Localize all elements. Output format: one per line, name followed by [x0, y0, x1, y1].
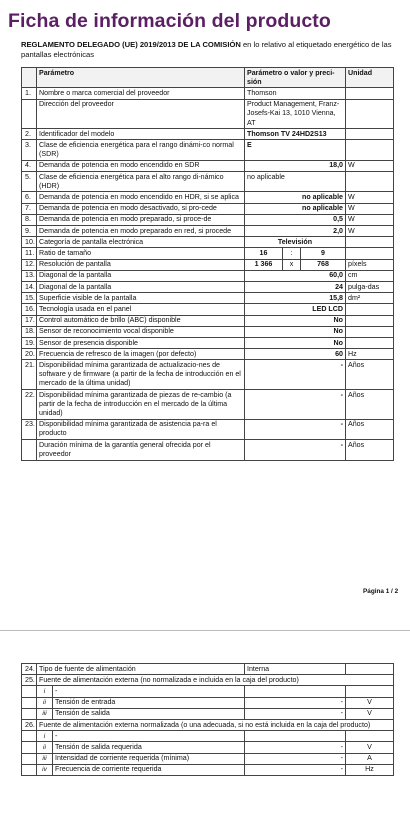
unit-cell: W	[346, 214, 394, 225]
parameter-cell: Dirección del proveedor	[37, 99, 245, 129]
sub-unit-cell: A	[346, 753, 394, 764]
table-row	[22, 172, 394, 192]
table-row	[22, 203, 394, 214]
value-cell: no aplicable	[245, 203, 346, 214]
table-row	[22, 270, 394, 281]
parameter-cell: Frecuencia de refresco de la imagen (por defecto)	[37, 349, 245, 360]
table-row	[22, 293, 394, 304]
value-cell: Thomson	[245, 88, 346, 99]
value-cell: 15,8	[245, 293, 346, 304]
table-header-row	[22, 68, 394, 88]
value-cell-a: 1 366	[245, 259, 283, 270]
value-cell-b: 9	[301, 248, 346, 259]
sub-value-cell	[245, 686, 346, 697]
unit-cell: píxels	[346, 259, 394, 270]
sub-parameter-cell: Tensión de entrada	[53, 697, 245, 708]
unit-cell	[346, 304, 394, 315]
value-separator: x	[283, 259, 301, 270]
parameter-cell: Demanda de potencia en modo preparado, si proce-de	[37, 214, 245, 225]
sub-unit-cell: V	[346, 708, 394, 719]
row-number: 18.	[22, 326, 37, 337]
table-row	[22, 192, 394, 203]
page-number: Página 1 / 2	[363, 588, 399, 595]
sub-unit-cell: Hz	[346, 764, 394, 775]
row-number: 5.	[22, 172, 37, 192]
sub-unit-cell	[346, 686, 394, 697]
sub-value-cell: -	[245, 708, 346, 719]
table-row	[22, 226, 394, 237]
row-number: 15.	[22, 293, 37, 304]
parameter-cell: Superficie visible de la pantalla	[37, 293, 245, 304]
table-row	[22, 315, 394, 326]
table-row	[22, 390, 394, 420]
row-number: 4.	[22, 160, 37, 171]
row-number: 16.	[22, 304, 37, 315]
sub-row-number-cell	[22, 697, 37, 708]
regulation-scope: en lo relativo al etiquetado energético de las pantallas electrónicas	[21, 40, 392, 59]
sub-row-numeral: iii	[37, 708, 53, 719]
unit-cell	[346, 172, 394, 192]
row-number: 11.	[22, 248, 37, 259]
table-row	[22, 129, 394, 140]
value-cell: Interna	[245, 664, 346, 675]
unit-cell: dm²	[346, 293, 394, 304]
row-number: 21.	[22, 360, 37, 390]
sub-row	[22, 753, 394, 764]
unit-cell: pulga-das	[346, 282, 394, 293]
parameter-cell: Disponibilidad mínima garantizada de asistencia pa-ra el producto	[37, 419, 245, 439]
parameter-cell: Sensor de presencia disponible	[37, 338, 245, 349]
table-row	[22, 326, 394, 337]
value-cell: -	[245, 419, 346, 439]
sub-row-numeral: ii	[37, 697, 53, 708]
sub-value-cell: -	[245, 697, 346, 708]
unit-cell: Años	[346, 419, 394, 439]
value-cell: 60,0	[245, 270, 346, 281]
table-row	[22, 248, 394, 259]
parameter-cell: Diagonal de la pantalla	[37, 270, 245, 281]
table-row	[22, 720, 394, 731]
header-unit: Unidad	[346, 68, 394, 88]
value-cell: -	[245, 360, 346, 390]
regulation-name: REGLAMENTO DELEGADO (UE) 2019/2013 DE LA COMISIÓN	[21, 40, 241, 49]
row-number: 23.	[22, 419, 37, 439]
table-row	[22, 282, 394, 293]
unit-cell: cm	[346, 270, 394, 281]
sub-row	[22, 697, 394, 708]
unit-cell	[346, 338, 394, 349]
value-cell: 0,5	[245, 214, 346, 225]
table-row	[22, 237, 394, 248]
section-heading-cell: Fuente de alimentación externa (no normalizada e incluida en la caja del producto)	[37, 675, 394, 686]
value-cell: 2,0	[245, 226, 346, 237]
parameter-cell: Disponibilidad mínima garantizada de actualizacio-nes de software y de firmware (a partir de la fecha de introducción en el mercado de la última unidad)	[37, 360, 245, 390]
row-number: 20.	[22, 349, 37, 360]
parameter-cell: Clase de eficiencia energética para el alto rango di-námico (HDR)	[37, 172, 245, 192]
row-number: 2.	[22, 129, 37, 140]
unit-cell: W	[346, 160, 394, 171]
table-row	[22, 304, 394, 315]
value-cell: -	[245, 440, 346, 460]
sub-row	[22, 708, 394, 719]
value-cell: Thomson TV 24HD2S13	[245, 129, 346, 140]
regulation-subtitle	[21, 40, 393, 60]
parameter-cell: Clase de eficiencia energética para el rango dinámi-co normal (SDR)	[37, 140, 245, 160]
row-number: 14.	[22, 282, 37, 293]
sub-row-numeral: ii	[37, 742, 53, 753]
row-number: 10.	[22, 237, 37, 248]
row-number: 8.	[22, 214, 37, 225]
value-cell-a: 16	[245, 248, 283, 259]
sub-parameter-cell: Intensidad de corriente requerida (mínima)	[53, 753, 245, 764]
unit-cell	[346, 315, 394, 326]
parameter-cell: Control automático de brillo (ABC) disponible	[37, 315, 245, 326]
row-number: 19.	[22, 338, 37, 349]
parameter-cell: Nombre o marca comercial del proveedor	[37, 88, 245, 99]
page-break-divider	[0, 630, 410, 631]
table-row	[22, 259, 394, 270]
parameter-cell: Diagonal de la pantalla	[37, 282, 245, 293]
parameter-cell: Demanda de potencia en modo encendido en SDR	[37, 160, 245, 171]
value-cell: 24	[245, 282, 346, 293]
parameter-cell: Demanda de potencia en modo desactivado, si pro-cede	[37, 203, 245, 214]
unit-cell	[346, 237, 394, 248]
sub-parameter-cell: Tensión de salida requerida	[53, 742, 245, 753]
table-row	[22, 675, 394, 686]
row-number: 1.	[22, 88, 37, 99]
unit-cell: Años	[346, 390, 394, 420]
sub-unit-cell	[346, 731, 394, 742]
sub-parameter-cell: Tensión de salida	[53, 708, 245, 719]
sub-row-number-cell	[22, 731, 37, 742]
value-cell: LED LCD	[245, 304, 346, 315]
sub-row	[22, 764, 394, 775]
sub-row-number-cell	[22, 686, 37, 697]
value-cell: Product Management, Franz-Josefs-Kai 13, 1010 Vienna, AT	[245, 99, 346, 129]
sub-row-numeral: i	[37, 731, 53, 742]
value-cell: 60	[245, 349, 346, 360]
row-number: 9.	[22, 226, 37, 237]
value-cell: Televisión	[245, 237, 346, 248]
sub-row-number-cell	[22, 742, 37, 753]
value-separator: :	[283, 248, 301, 259]
sub-row-numeral: i	[37, 686, 53, 697]
unit-cell: Años	[346, 360, 394, 390]
sub-row-numeral: iv	[37, 764, 53, 775]
sub-value-cell	[245, 731, 346, 742]
table-row	[22, 99, 394, 129]
sub-row-number-cell	[22, 708, 37, 719]
sub-row-number-cell	[22, 753, 37, 764]
value-cell: No	[245, 315, 346, 326]
unit-cell	[346, 664, 394, 675]
header-number-cell	[22, 68, 37, 88]
sub-value-cell: -	[245, 753, 346, 764]
value-cell: No	[245, 326, 346, 337]
sub-value-cell: -	[245, 764, 346, 775]
table-row	[22, 664, 394, 675]
header-parameter: Parámetro	[37, 68, 245, 88]
value-cell: 18,0	[245, 160, 346, 171]
unit-cell	[346, 129, 394, 140]
table-row	[22, 338, 394, 349]
unit-cell	[346, 99, 394, 129]
unit-cell	[346, 326, 394, 337]
row-number: 13.	[22, 270, 37, 281]
row-number: 6.	[22, 192, 37, 203]
table-row	[22, 160, 394, 171]
row-number: 17.	[22, 315, 37, 326]
sub-parameter-cell: -	[53, 686, 245, 697]
table-row	[22, 88, 394, 99]
table-row	[22, 419, 394, 439]
unit-cell: Años	[346, 440, 394, 460]
unit-cell: W	[346, 192, 394, 203]
sub-unit-cell: V	[346, 697, 394, 708]
parameter-cell: Tecnología usada en el panel	[37, 304, 245, 315]
value-cell-b: 768	[301, 259, 346, 270]
product-info-table	[21, 67, 394, 461]
parameter-cell: Demanda de potencia en modo encendido en HDR, si se aplica	[37, 192, 245, 203]
parameter-cell: Sensor de reconocimiento vocal disponible	[37, 326, 245, 337]
table-row	[22, 440, 394, 460]
table-row	[22, 140, 394, 160]
value-cell: No	[245, 338, 346, 349]
table-row	[22, 360, 394, 390]
row-number	[22, 440, 37, 460]
row-number: 12.	[22, 259, 37, 270]
row-number	[22, 99, 37, 129]
sub-row-number-cell	[22, 764, 37, 775]
row-number: 7.	[22, 203, 37, 214]
row-number: 24.	[22, 664, 37, 675]
unit-cell: Hz	[346, 349, 394, 360]
unit-cell	[346, 88, 394, 99]
unit-cell	[346, 140, 394, 160]
row-number: 26.	[22, 720, 37, 731]
sub-parameter-cell: -	[53, 731, 245, 742]
value-cell: E	[245, 140, 346, 160]
header-value: Parámetro o valor y preci-sión	[245, 68, 346, 88]
sub-row	[22, 742, 394, 753]
section-heading-cell: Fuente de alimentación externa normalizada (o una adecuada, si no está incluida en la caja del producto)	[37, 720, 394, 731]
document-title: Ficha de información del producto	[8, 10, 331, 32]
value-cell: no aplicable	[245, 192, 346, 203]
power-supply-table	[21, 663, 394, 776]
row-number: 25.	[22, 675, 37, 686]
row-number: 22.	[22, 390, 37, 420]
parameter-cell: Ratio de tamaño	[37, 248, 245, 259]
table-row	[22, 349, 394, 360]
parameter-cell: Demanda de potencia en modo preparado en red, si procede	[37, 226, 245, 237]
unit-cell: W	[346, 203, 394, 214]
sub-unit-cell: V	[346, 742, 394, 753]
table-row	[22, 214, 394, 225]
parameter-cell: Categoría de pantalla electrónica	[37, 237, 245, 248]
row-number: 3.	[22, 140, 37, 160]
unit-cell	[346, 248, 394, 259]
sub-row	[22, 686, 394, 697]
parameter-cell: Tipo de fuente de alimentación	[37, 664, 245, 675]
parameter-cell: Resolución de pantalla	[37, 259, 245, 270]
parameter-cell: Identificador del modelo	[37, 129, 245, 140]
sub-row	[22, 731, 394, 742]
value-cell: -	[245, 390, 346, 420]
parameter-cell: Disponibilidad mínima garantizada de piezas de re-cambio (a partir de la fecha de introducción en el mercado de la última unidad)	[37, 390, 245, 420]
sub-row-numeral: iii	[37, 753, 53, 764]
parameter-cell: Duración mínima de la garantía general ofrecida por el proveedor	[37, 440, 245, 460]
unit-cell: W	[346, 226, 394, 237]
value-cell: no aplicable	[245, 172, 346, 192]
sub-parameter-cell: Frecuencia de corriente requerida	[53, 764, 245, 775]
sub-value-cell: -	[245, 742, 346, 753]
